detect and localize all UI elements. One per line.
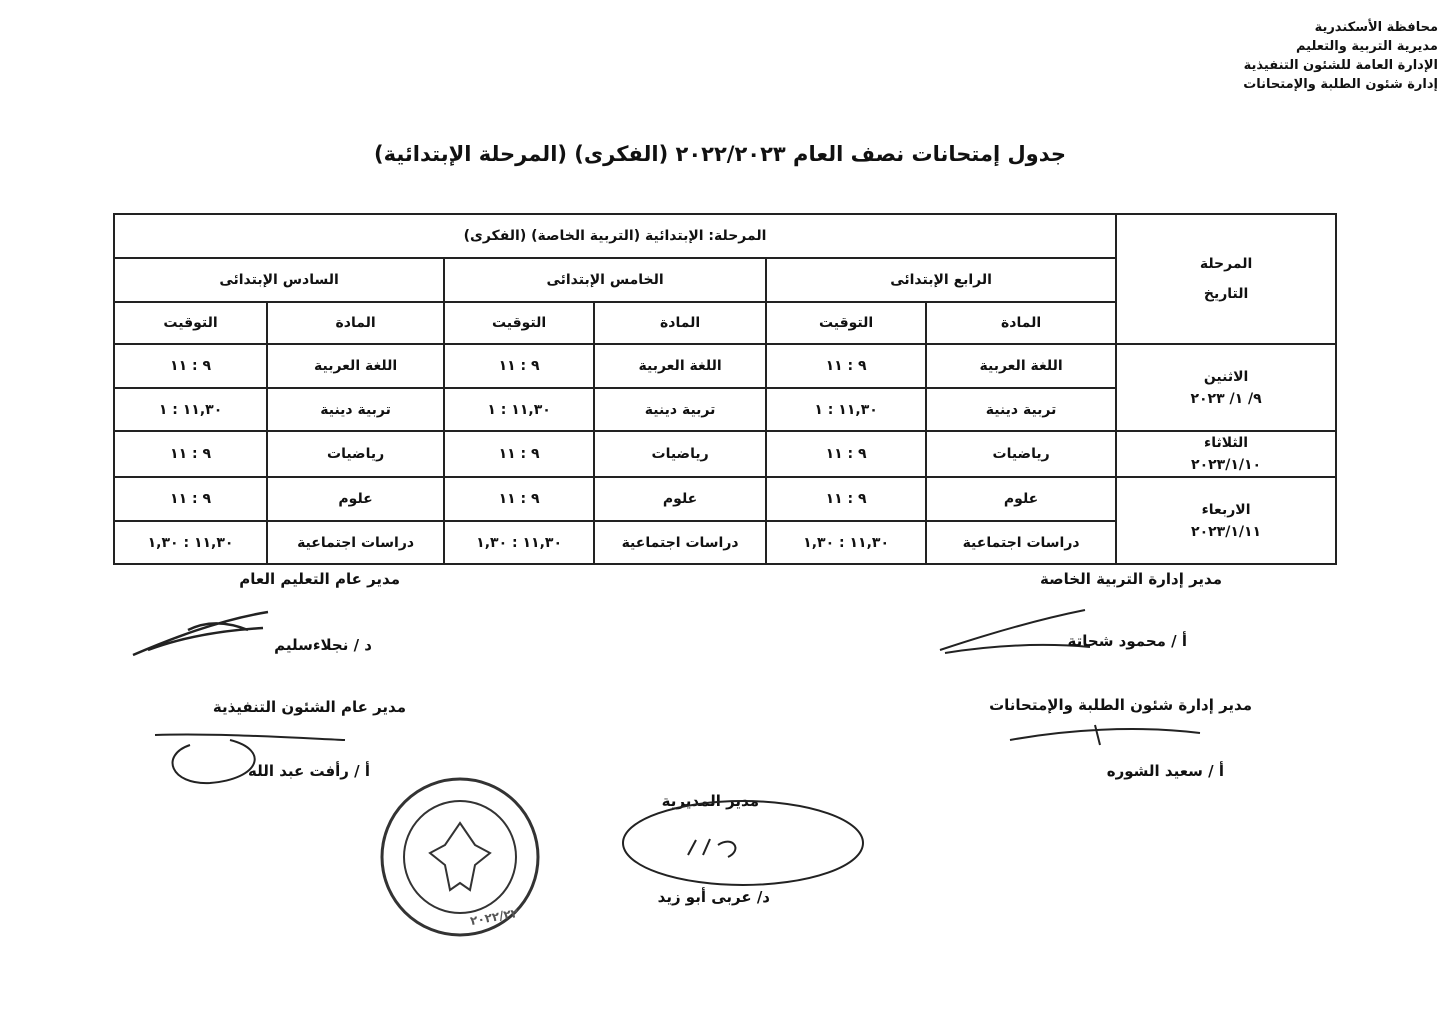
time-cell: ١١,٣٠ : ١,٣٠ — [444, 521, 594, 564]
table-row — [114, 431, 1336, 477]
time-cell: ٩ : ١١ — [766, 477, 926, 521]
exam-schedule-table — [113, 213, 1337, 565]
time-cell: ٩ : ١١ — [444, 477, 594, 521]
document-title: جدول إمتحانات نصف العام ٢٠٢٢/٢٠٢٣ (الفكرى) (المرحلة الإبتدائية) — [374, 142, 1066, 166]
subject-cell: رياضيات — [926, 431, 1116, 477]
subject-cell: اللغة العربية — [267, 344, 444, 388]
official-stamp — [375, 775, 545, 940]
subject-cell: تربية دينية — [594, 388, 766, 431]
subject-cell: علوم — [594, 477, 766, 521]
time-cell: ١١,٣٠ : ١ — [766, 388, 926, 431]
grade-6-subject-header: المادة — [267, 302, 444, 344]
directorate-signature — [618, 795, 873, 895]
exec-director-name: أ / رأفت عبد الله — [247, 762, 370, 780]
grade-4-heading: الرابع الإبتدائى — [766, 258, 1116, 302]
directorate-director-name: د/ عربى أبو زيد — [657, 888, 770, 906]
day-cell — [1116, 431, 1336, 477]
grade-4-subject-header: المادة — [926, 302, 1116, 344]
subject-cell: اللغة العربية — [926, 344, 1116, 388]
special-ed-director-title: مدير إدارة التربية الخاصة — [1040, 570, 1222, 588]
header-general-admin: الإدارة العامة للشئون التنفيذية — [1243, 58, 1438, 73]
day-cell — [1116, 344, 1336, 431]
subject-cell: اللغة العربية — [594, 344, 766, 388]
exams-director-title: مدير إدارة شئون الطلبة والإمتحانات — [989, 696, 1252, 714]
time-cell: ١١,٣٠ : ١ — [444, 388, 594, 431]
subject-cell: علوم — [267, 477, 444, 521]
eagle-icon — [430, 823, 490, 890]
time-cell: ٩ : ١١ — [444, 344, 594, 388]
time-cell: ١١,٣٠ : ١,٣٠ — [114, 521, 267, 564]
time-cell: ٩ : ١١ — [444, 431, 594, 477]
day-date: ٢٠٢٣/١/١١ — [1191, 523, 1262, 540]
time-cell: ١١,٣٠ : ١ — [114, 388, 267, 431]
date-label: التاريخ — [1203, 286, 1249, 302]
stamp-note: ٢٠٢٢/٢٢ — [469, 905, 520, 929]
time-cell: ٩ : ١١ — [766, 344, 926, 388]
day-name: الثلاثاء — [1204, 435, 1249, 451]
day-date: ٩/ ١/ ٢٠٢٣ — [1190, 390, 1262, 407]
stage-date-header — [1116, 214, 1336, 344]
time-cell: ٩ : ١١ — [766, 431, 926, 477]
exec-director-title: مدير عام الشئون التنفيذية — [212, 698, 406, 716]
grade-5-heading: الخامس الإبتدائى — [444, 258, 766, 302]
table-row — [114, 344, 1336, 388]
general-ed-director-name: د / نجلاءسليم — [274, 636, 372, 654]
day-cell — [1116, 477, 1336, 564]
subject-cell: رياضيات — [267, 431, 444, 477]
time-cell: ٩ : ١١ — [114, 431, 267, 477]
table-row — [114, 477, 1336, 521]
day-name: الاربعاء — [1201, 501, 1251, 518]
subject-cell: تربية دينية — [267, 388, 444, 431]
grade-6-time-header: التوقيت — [114, 302, 267, 344]
directorate-director-title: مدير المديرية — [661, 792, 759, 810]
stage-label: المرحلة — [1199, 256, 1253, 272]
header-exams-admin: إدارة شئون الطلبة والإمتحانات — [1243, 77, 1438, 92]
subject-cell: تربية دينية — [926, 388, 1116, 431]
day-name: الاثنين — [1203, 368, 1249, 385]
grade-4-time-header: التوقيت — [766, 302, 926, 344]
general-ed-signature — [128, 600, 278, 665]
grade-5-subject-header: المادة — [594, 302, 766, 344]
header-directorate: مديرية التربية والتعليم — [1295, 39, 1438, 54]
grade-5-time-header: التوقيت — [444, 302, 594, 344]
time-cell: ٩ : ١١ — [114, 477, 267, 521]
exams-signature — [1005, 715, 1205, 750]
subject-cell: دراسات اجتماعية — [926, 521, 1116, 564]
special-ed-director-name: أ / محمود شحاتة — [1067, 632, 1187, 650]
subject-cell: دراسات اجتماعية — [594, 521, 766, 564]
subject-cell: دراسات اجتماعية — [267, 521, 444, 564]
time-cell: ١١,٣٠ : ١,٣٠ — [766, 521, 926, 564]
time-cell: ٩ : ١١ — [114, 344, 267, 388]
general-ed-director-title: مدير عام التعليم العام — [239, 570, 400, 588]
exams-director-name: أ / سعيد الشوره — [1106, 762, 1224, 780]
subject-cell: رياضيات — [594, 431, 766, 477]
subject-cell: علوم — [926, 477, 1116, 521]
grade-6-heading: السادس الإبتدائى — [114, 258, 444, 302]
header-governorate: محافظة الأسكندرية — [1314, 20, 1438, 35]
issuer-header — [1118, 18, 1438, 94]
stage-heading: المرحلة: الإبتدائية (التربية الخاصة) (الفكرى) — [114, 214, 1116, 258]
day-date: ٢٠٢٣/١/١٠ — [1191, 457, 1262, 473]
